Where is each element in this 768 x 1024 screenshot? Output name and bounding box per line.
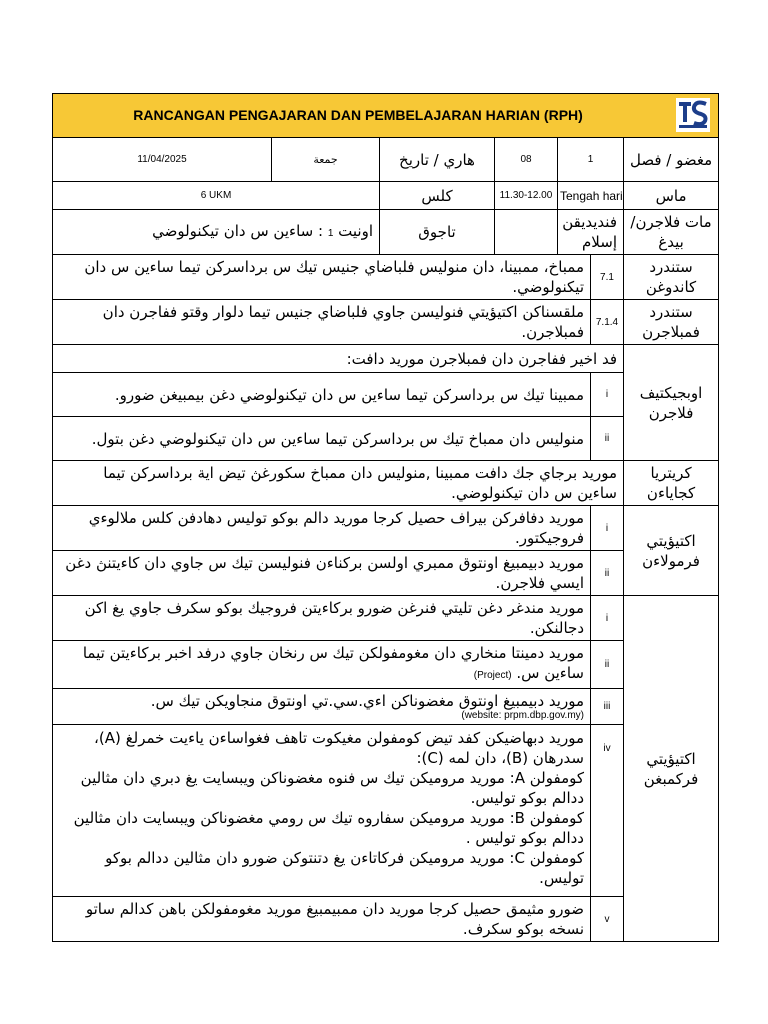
learning-standard-num: 7.1.4 [591, 300, 624, 345]
dev-activity-item [53, 689, 591, 725]
day-value: جمعة [272, 138, 380, 182]
project-note: (Project) [473, 670, 512, 681]
subject-value: فنديديقن إسلام [558, 210, 624, 255]
empty-cell [495, 210, 558, 255]
group-c-text: كومفولن C: موريد مروميكن فركاتاءن يغ دتنتوكن ضورو دان مثالين ددالم بوكو توليس. [105, 849, 584, 887]
school-logo-icon [676, 98, 710, 132]
dev-activity-num: i [591, 596, 624, 641]
intro-activity-num: ii [591, 551, 624, 596]
group-b-text: كومفولن B: موريد مروميكن سفاروه تيك س رومي مغضوناكن ويبسايت دان مثالين ددالم بوكو توليس . [73, 809, 584, 847]
dev-activity-num: v [591, 897, 624, 942]
class-value: 6 UKM [53, 182, 380, 210]
success-criteria-text: موريد برجاي جك دافت ممبينا ,منوليس دان ممباخ سكورغڽ تيض اية برداسركن تيما ساءين س دان تيكنولوضي. [53, 461, 624, 506]
topic-label: تاجوق [380, 210, 495, 255]
dev-activity-item [53, 725, 591, 897]
objective-num: ii [591, 417, 624, 461]
content-standard-num: 7.1 [591, 255, 624, 300]
objective-item: منوليس دان ممباخ تيك س برداسركن تيما ساءين س دان تيكنولوضي دغن بتول. [53, 417, 591, 461]
rph-document [52, 93, 718, 942]
dev-activity-num: iii [591, 689, 624, 725]
page-title: RANCANGAN PENGAJARAN DAN PEMBELAJARAN HARIAN (RPH) [133, 107, 583, 123]
header-bar [53, 94, 719, 138]
learning-standard-label: ستندرد فمبلاجرن [624, 300, 719, 345]
number-value: 1 [558, 138, 624, 182]
week-value: 08 [495, 138, 558, 182]
time-value: 11.30-12.00 [495, 182, 558, 210]
intro-activities-label: اكتيؤيتي فرمولاءن [624, 506, 719, 596]
unit-text: : ساءين س دان تيكنولوضي [152, 221, 324, 240]
group-a-text: كومفولن A: موريد مروميكن تيك س فنوه مغضوناكن ويبسايت يغ دبري دان مثالين ددالم بوكو توليس. [80, 769, 584, 807]
website-note: (website: prpm.dbp.gov.my) [461, 710, 584, 721]
week-label: مغضو / فصل [624, 138, 719, 182]
class-label: كلس [380, 182, 495, 210]
dev-activity-text: موريد دبهاضيكن كفد تيض كومفولن مغيكوت تاهف فغواساءن ياءيت خمرلغ (A)، سدرهان (B)، دان لمه (C): [94, 729, 584, 767]
tengah-hari: Tengah hari [558, 182, 624, 210]
dev-activity-item [53, 641, 591, 689]
objective-num: i [591, 373, 624, 417]
intro-activity-item: موريد دبيمبيغ اونتوق ممبري اولسن بركناءن فنوليسن تيك س جاوي دان كاءيتنڽ دغن ايسي فلاجرن. [53, 551, 591, 596]
content-standard-label: ستندرد كاندوغن [624, 255, 719, 300]
intro-activity-item: موريد دفافركن بيراف حصيل كرجا موريد دالم بوكو توليس دهادفن كلس ملالوءي فروجيكتور. [53, 506, 591, 551]
day-date-label: هاري / تاريخ [380, 138, 495, 182]
subject-label: مات فلاجرن/ بيدغ [624, 210, 719, 255]
unit-prefix: اونيت [338, 221, 373, 240]
objective-item: ممبينا تيك س برداسركن تيما ساءين س دان تيكنولوضي دغن بيمبيغن ضورو. [53, 373, 591, 417]
unit-value [53, 210, 380, 255]
objectives-label: اوبجيكتيف فلاجرن [624, 345, 719, 461]
dev-activity-item: ضورو مثيمق حصيل كرجا موريد دان ممبيمبيغ موريد مغومفولكن باهن كدالم ساتو نسخه بوكو سكرف. [53, 897, 591, 942]
dev-activity-num: iv [591, 725, 624, 897]
time-label: ماس [624, 182, 719, 210]
dev-activity-text: موريد دمينتا منخاري دان مغومفولكن تيك س رنخان جاوي درفد اخبر بركاءيتن تيما ساءين س. [82, 644, 584, 682]
date-value: 11/04/2025 [53, 138, 272, 182]
dev-activity-text: موريد دبيمبيغ اونتوق مغضوناكن اءي.سي.تي اونتوق منجاويكن تيك س. [150, 692, 584, 710]
unit-num: 1 [327, 227, 334, 239]
rph-table [52, 93, 719, 942]
dev-activity-num: ii [591, 641, 624, 689]
dev-activity-item: موريد مندغر دغن تليتي فنرغن ضورو بركاءيتن فروجيك بوكو سكرف جاوي يغ اكن دجالنكن. [53, 596, 591, 641]
success-criteria-label: كريتريا كجاياءن [624, 461, 719, 506]
content-standard-text: ممباخ، ممبينا، دان منوليس فلباضاي جنيس تيك س برداسركن تيما ساءين س دان تيكنولوضي. [53, 255, 591, 300]
learning-standard-text: ملقسناكن اكتيؤيتي فنوليسن جاوي فلباضاي جنيس تيما دلوار وقتو ففاجرن دان فمبلاجرن. [53, 300, 591, 345]
intro-activity-num: i [591, 506, 624, 551]
objectives-intro: فد اخير ففاجرن دان فمبلاجرن موريد دافت: [53, 345, 624, 373]
dev-activities-label: اكتيؤيتي فركمبغن [624, 596, 719, 942]
